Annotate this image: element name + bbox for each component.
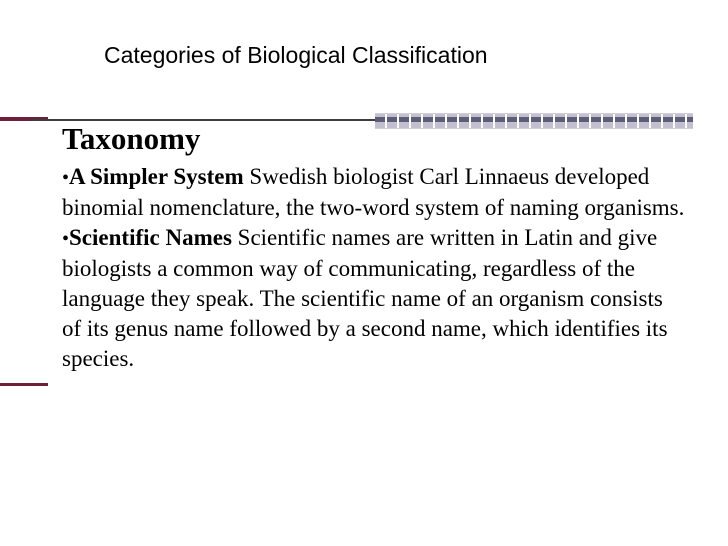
- bullet-text: Swedish biologist Carl Linnaeus developed binomial nomenclature, the two-word system of naming organisms.: [62, 164, 685, 220]
- bullet-point-scientific-names: [62, 223, 686, 374]
- bullet-icon: •: [62, 167, 70, 189]
- bullet-icon: •: [62, 228, 70, 250]
- bullet-lead: Scientific Names: [69, 225, 232, 250]
- bullet-point-simpler-system: [62, 162, 686, 223]
- section-heading: Taxonomy: [62, 121, 201, 156]
- accent-bar-bottom: [0, 383, 48, 386]
- bullet-lead: A Simpler System: [69, 164, 244, 189]
- bullet-text: Scientific names are written in Latin and give biologists a common way of communicating, regardless of the language they speak. The scientific name of an organism consists of its genus name followed by a second name, which identifies its species.: [62, 225, 668, 371]
- slide-title: Categories of Biological Classification: [104, 42, 488, 68]
- slide-body: [62, 120, 686, 374]
